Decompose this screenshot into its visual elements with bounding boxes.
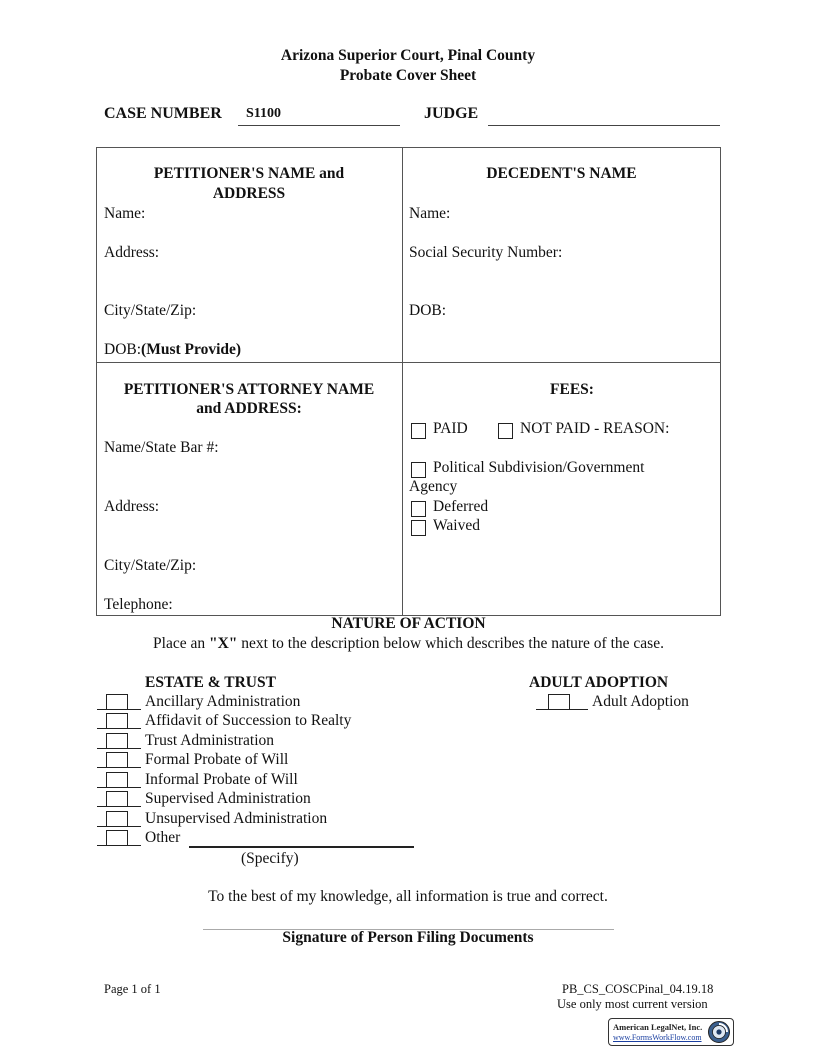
attorney-address-label: Address: (104, 498, 160, 515)
nature-instructions-pre: Place an (153, 635, 209, 652)
estate-item-1-label: Affidavit of Succession to Realty (145, 712, 352, 729)
estate-heading: ESTATE & TRUST (145, 674, 276, 691)
estate-item-0-label: Ancillary Administration (145, 693, 301, 710)
estate-item-3-label: Formal Probate of Will (145, 751, 289, 768)
estate-item-6-label: Unsupervised Administration (145, 810, 328, 827)
adoption-item-label: Adult Adoption (592, 693, 689, 710)
judge-line (488, 125, 720, 126)
petitioner-name-label: Name: (104, 205, 146, 222)
adoption-heading: ADULT ADOPTION (529, 674, 669, 691)
logo-url: www.FormsWorkFlow.com (613, 1033, 702, 1042)
specify-label: (Specify) (241, 850, 299, 867)
fees-heading: FEES: (550, 381, 594, 398)
attorney-heading-2: and ADDRESS: (196, 400, 302, 417)
waived-label: Waived (433, 517, 480, 534)
estate-item-3-checkbox[interactable] (106, 752, 128, 768)
political-subdivision-label-2: Agency (409, 478, 458, 495)
page-number: Page 1 of 1 (104, 982, 161, 996)
nature-heading: NATURE OF ACTION (331, 615, 486, 632)
decedent-heading: DECEDENT'S NAME (486, 165, 637, 182)
political-subdivision-checkbox[interactable] (411, 462, 426, 478)
nature-instructions-post: next to the description below which describes the nature of the case. (237, 635, 664, 652)
adoption-item-checkbox[interactable] (548, 694, 570, 710)
nature-instructions-x: "X" (209, 635, 238, 652)
estate-item-7-label: Other (145, 829, 181, 846)
petitioner-dob-note: (Must Provide) (141, 341, 242, 358)
petitioner-address-label: Address: (104, 244, 160, 261)
attestation-text: To the best of my knowledge, all information is true and correct. (208, 888, 608, 905)
version-note: Use only most current version (557, 997, 708, 1011)
table-horizontal-divider (96, 362, 721, 363)
not-paid-label: NOT PAID - REASON: (520, 420, 670, 437)
attorney-city-label: City/State/Zip: (104, 557, 197, 574)
paid-label: PAID (433, 420, 468, 437)
estate-item-7-checkbox[interactable] (106, 830, 128, 846)
attorney-name-label: Name/State Bar #: (104, 439, 219, 456)
paid-checkbox[interactable] (411, 423, 426, 439)
petitioner-heading-2: ADDRESS (212, 185, 286, 202)
deferred-checkbox[interactable] (411, 501, 426, 517)
waived-checkbox[interactable] (411, 520, 426, 536)
petitioner-city-label: City/State/Zip: (104, 302, 197, 319)
judge-label: JUDGE (424, 105, 479, 122)
nature-instructions (96, 635, 721, 653)
decedent-dob-label: DOB: (409, 302, 447, 319)
case-number-line (238, 125, 400, 126)
estate-item-4-label: Informal Probate of Will (145, 771, 298, 788)
estate-item-2-checkbox[interactable] (106, 733, 128, 749)
attorney-phone-label: Telephone: (104, 596, 173, 613)
petitioner-dob (104, 341, 241, 359)
form-id: PB_CS_COSCPinal_04.19.18 (562, 982, 714, 996)
estate-item-4-checkbox[interactable] (106, 772, 128, 788)
signature-label: Signature of Person Filing Documents (282, 929, 534, 946)
american-legalnet-logo[interactable] (608, 1018, 734, 1046)
petitioner-heading-1: PETITIONER'S NAME and (153, 165, 345, 182)
deferred-label: Deferred (433, 498, 489, 515)
other-specify-line[interactable] (189, 846, 414, 848)
estate-item-6-checkbox[interactable] (106, 811, 128, 827)
case-number-value[interactable]: S1100 (246, 106, 282, 121)
court-name: Arizona Superior Court, Pinal County (280, 47, 536, 64)
estate-item-5-label: Supervised Administration (145, 790, 311, 807)
not-paid-checkbox[interactable] (498, 423, 513, 439)
decedent-name-label: Name: (409, 205, 451, 222)
estate-item-0-checkbox[interactable] (106, 694, 128, 710)
formsworkflow-globe-icon (707, 1020, 731, 1044)
logo-company: American LegalNet, Inc. (613, 1022, 703, 1032)
petitioner-dob-label: DOB: (104, 341, 142, 358)
decedent-ssn-label: Social Security Number: (409, 244, 563, 261)
estate-item-2-label: Trust Administration (145, 732, 275, 749)
form-title: Probate Cover Sheet (339, 67, 477, 84)
attorney-heading-1: PETITIONER'S ATTORNEY NAME (123, 381, 375, 398)
estate-item-5-checkbox[interactable] (106, 791, 128, 807)
case-number-label: CASE NUMBER (104, 105, 222, 122)
political-subdivision-label-1: Political Subdivision/Government (433, 459, 645, 476)
estate-item-1-checkbox[interactable] (106, 713, 128, 729)
